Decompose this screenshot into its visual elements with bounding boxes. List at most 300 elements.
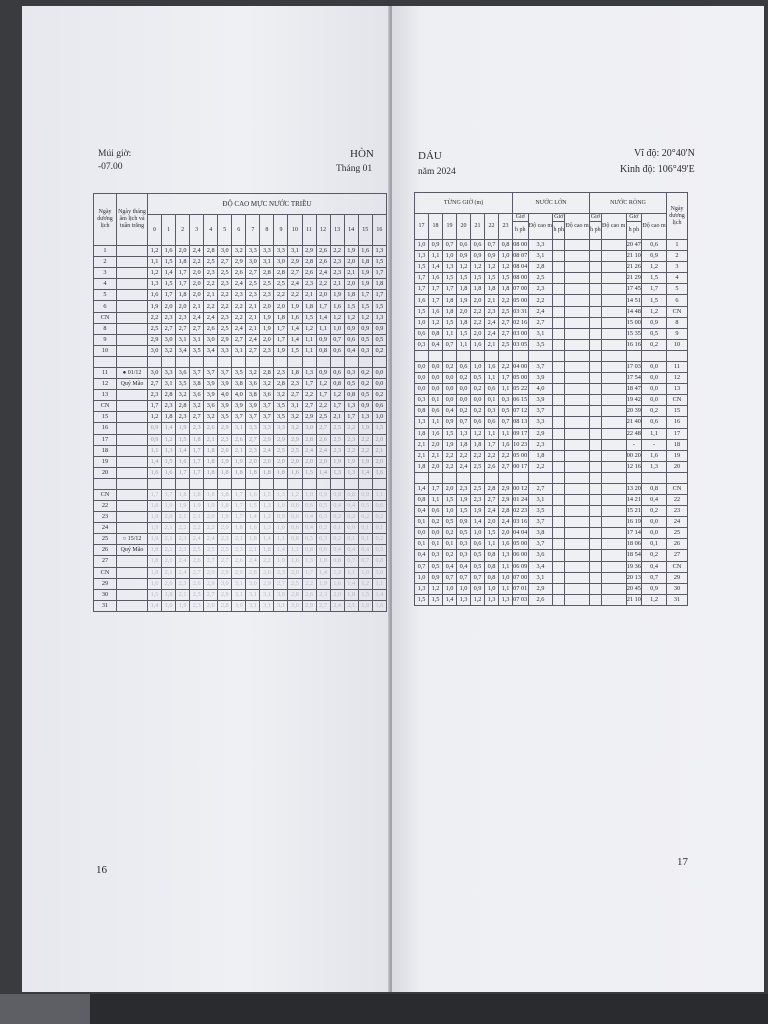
hour-header: 12 (316, 215, 330, 246)
table-row (415, 328, 688, 339)
height-cell: 0,6 (288, 523, 302, 534)
height-cell: 3,1 (288, 401, 302, 412)
day-cell: 30 (94, 589, 117, 600)
height-cell: 1,8 (344, 589, 358, 600)
height-cell: 1,9 (316, 578, 330, 589)
height-cell: 1,8 (148, 556, 162, 567)
height-cell: 0,8 (330, 379, 344, 390)
height-cell: 1,7 (372, 268, 386, 279)
height-cell: 2,0 (288, 567, 302, 578)
height-cell: 2,3 (457, 483, 471, 494)
height-cell: 1,2 (162, 434, 176, 445)
height-cell: 2,4 (485, 317, 499, 328)
height-cell: 1,3 (260, 500, 274, 511)
height-cell: 2,2 (330, 246, 344, 257)
height-cell: 2,4 (190, 246, 204, 257)
low-water-height-2: 0,2 (642, 550, 667, 561)
height-cell: 2,0 (260, 456, 274, 467)
table-row (94, 523, 387, 534)
height-cell: 1,2 (148, 268, 162, 279)
day-cell: 29 (94, 578, 117, 589)
height-cell: 2,5 (274, 445, 288, 456)
height-cell: 1,8 (471, 439, 485, 450)
table-row (415, 361, 688, 372)
height-cell: 2,6 (260, 567, 274, 578)
height-cell: 1,4 (415, 483, 429, 494)
height-cell: 0,7 (471, 572, 485, 583)
height-cell: 1,4 (316, 567, 330, 578)
height-cell: 2,5 (288, 578, 302, 589)
height-cell: 1,3 (260, 523, 274, 534)
height-cell: 1,5 (471, 273, 485, 284)
height-cell: 2,0 (316, 290, 330, 301)
day-cell: 25 (667, 528, 688, 539)
low-water-height (601, 483, 626, 494)
height-cell: 3,1 (176, 334, 190, 345)
height-cell: 1,8 (246, 467, 260, 478)
table-row (94, 467, 387, 478)
high-water-time-2 (553, 528, 565, 539)
height-cell: 1,4 (148, 600, 162, 611)
table-row (94, 279, 387, 290)
height-cell: 1,1 (485, 428, 499, 439)
height-cell: 0,4 (330, 545, 344, 556)
height-cell: 1,8 (148, 500, 162, 511)
low-water-time-2: - (626, 439, 642, 450)
height-cell: 2,4 (232, 323, 246, 334)
low-water-time-2: 14 48 (626, 306, 642, 317)
height-cell: 0,9 (316, 334, 330, 345)
high-water-height-2 (565, 384, 590, 395)
height-cell: 1,4 (162, 268, 176, 279)
low-water-time-2: 21 29 (626, 273, 642, 284)
high-water-height: 2,3 (528, 284, 553, 295)
height-cell: 1,9 (358, 600, 372, 611)
table-row (415, 561, 688, 572)
height-cell: 1,0 (499, 251, 513, 262)
table-row (415, 517, 688, 528)
height-cell: 1,9 (471, 506, 485, 517)
lunar-cell (117, 390, 148, 401)
height-cell: 2,2 (260, 556, 274, 567)
height-cell: 1,5 (260, 489, 274, 500)
height-cell: 2,3 (485, 306, 499, 317)
high-water-time-2 (553, 494, 565, 505)
height-cell: 2,7 (246, 268, 260, 279)
sub-header-time: Giờ (554, 214, 564, 220)
low-water-time (589, 328, 601, 339)
height-cell: 0,8 (429, 328, 443, 339)
height-cell: 1,0 (499, 572, 513, 583)
height-cell: 2,3 (274, 367, 288, 378)
height-cell: 2,7 (274, 578, 288, 589)
height-cell: 0,8 (485, 550, 499, 561)
height-cell: 2,8 (162, 390, 176, 401)
height-cell: 0,0 (415, 528, 429, 539)
height-cell: 1,7 (415, 273, 429, 284)
height-cell: 3,3 (274, 423, 288, 434)
height-cell: 1,6 (162, 246, 176, 257)
high-water-height-2 (565, 439, 590, 450)
height-cell: 3,2 (288, 423, 302, 434)
low-water-time-2: 14 51 (626, 295, 642, 306)
height-cell: 1,5 (372, 423, 386, 434)
hour-header: 19 (443, 214, 457, 240)
height-cell: 1,9 (330, 456, 344, 467)
height-cell: 1,7 (176, 268, 190, 279)
high-water-height-2 (565, 528, 590, 539)
low-water-time (589, 539, 601, 550)
day-cell: 16 (667, 417, 688, 428)
lunar-cell (117, 512, 148, 523)
high-water-time: 05 00 (513, 539, 529, 550)
height-cell: 2,0 (218, 445, 232, 456)
low-water-time-2: 14 21 (626, 494, 642, 505)
height-cell: 2,1 (232, 534, 246, 545)
height-cell: 1,7 (190, 467, 204, 478)
height-cell: 1,9 (176, 423, 190, 434)
height-cell: 3,0 (148, 345, 162, 356)
lunar-cell (117, 246, 148, 257)
high-water-time: 09 17 (513, 428, 529, 439)
height-cell: 2,2 (443, 461, 457, 472)
height-cell: 1,5 (499, 273, 513, 284)
high-water-height: 2,7 (528, 317, 553, 328)
height-cell: 0,2 (471, 384, 485, 395)
height-cell: 2,2 (358, 434, 372, 445)
high-water-time: 04 00 (513, 361, 529, 372)
high-water-time: 05 22 (513, 384, 529, 395)
low-water-height-2: 0,0 (642, 361, 667, 372)
low-water-time (589, 428, 601, 439)
height-cell: 1,5 (358, 589, 372, 600)
low-water-height-2: 0,5 (642, 328, 667, 339)
height-cell: 1,0 (485, 583, 499, 594)
height-cell: 1,9 (260, 323, 274, 334)
low-water-height (601, 273, 626, 284)
height-cell: 3,0 (204, 334, 218, 345)
height-cell: 2,0 (162, 512, 176, 523)
high-water-height: 2,9 (528, 428, 553, 439)
high-water-time: 08 13 (513, 417, 529, 428)
height-cell: 2,6 (316, 246, 330, 257)
height-cell: 0,8 (316, 345, 330, 356)
height-cell: 1,3 (457, 428, 471, 439)
table-row (94, 534, 387, 545)
height-cell: 1,3 (358, 412, 372, 423)
height-cell: 1,6 (415, 295, 429, 306)
height-cell: 0,6 (330, 367, 344, 378)
height-cell: 1,9 (457, 295, 471, 306)
day-cell: 11 (667, 361, 688, 372)
sub-header-hm: h ph (626, 222, 642, 240)
table-row (94, 367, 387, 378)
height-cell: 0,5 (471, 561, 485, 572)
day-cell: 20 (94, 467, 117, 478)
low-water-height-2: 1,5 (642, 273, 667, 284)
high-water-time-2 (553, 395, 565, 406)
height-cell: 0,5 (316, 500, 330, 511)
height-cell: 2,1 (415, 450, 429, 461)
height-cell: 1,6 (471, 339, 485, 350)
height-cell: 2,2 (316, 279, 330, 290)
height-cell: 2,0 (274, 301, 288, 312)
height-cell: 1,4 (429, 262, 443, 273)
height-cell: 1,0 (415, 317, 429, 328)
height-cell: 2,5 (246, 279, 260, 290)
height-cell: 1,6 (330, 578, 344, 589)
high-water-height: 3,7 (528, 361, 553, 372)
height-cell: 2,2 (204, 523, 218, 534)
day-cell: 15 (667, 406, 688, 417)
low-water-height-2: 0,8 (642, 483, 667, 494)
height-cell: 1,5 (443, 494, 457, 505)
height-cell: 2,0 (260, 334, 274, 345)
low-water-height (601, 561, 626, 572)
day-cell: 4 (94, 279, 117, 290)
height-cell: 2,0 (176, 301, 190, 312)
low-water-time-2: 20 45 (626, 583, 642, 594)
lunar-cell (117, 434, 148, 445)
height-cell: 1,3 (344, 401, 358, 412)
lunar-cell (117, 334, 148, 345)
height-cell: 0,8 (415, 406, 429, 417)
table-row (94, 379, 387, 390)
height-cell: 1,6 (330, 301, 344, 312)
height-cell: 1,4 (443, 594, 457, 605)
height-cell: 2,0 (190, 279, 204, 290)
high-water-time-2 (553, 506, 565, 517)
height-cell: 2,7 (190, 323, 204, 334)
low-water-height (601, 417, 626, 428)
day-cell: CN (667, 306, 688, 317)
day-cell: 19 (667, 450, 688, 461)
height-cell: 0,1 (330, 523, 344, 534)
height-cell: 1,5 (485, 273, 499, 284)
table-row (94, 489, 387, 500)
hour-header: 1 (162, 215, 176, 246)
hour-header: 16 (372, 215, 386, 246)
height-cell: 2,1 (162, 556, 176, 567)
table-row (415, 461, 688, 472)
height-cell: 1,8 (443, 295, 457, 306)
height-cell: 2,1 (246, 312, 260, 323)
low-water-time (589, 550, 601, 561)
height-cell: 0,8 (485, 561, 499, 572)
height-cell: 1,0 (372, 412, 386, 423)
height-cell: 2,6 (302, 268, 316, 279)
height-cell: 0,1 (344, 534, 358, 545)
high-water-height-2 (565, 284, 590, 295)
height-cell: 1,9 (148, 301, 162, 312)
height-cell: 1,7 (499, 373, 513, 384)
height-cell: 1,1 (288, 545, 302, 556)
table-row (415, 439, 688, 450)
height-cell: 1,9 (358, 423, 372, 434)
high-water-height-2 (565, 406, 590, 417)
height-cell: 1,3 (457, 594, 471, 605)
hour-header: 4 (204, 215, 218, 246)
table-row (94, 556, 387, 567)
height-cell: 0,9 (316, 367, 330, 378)
low-water-time (589, 295, 601, 306)
height-cell: 0,2 (358, 512, 372, 523)
lunar-cell (117, 423, 148, 434)
height-cell: 2,7 (204, 589, 218, 600)
table-row (94, 257, 387, 268)
group-header-low-water: NƯỚC RÒNG (589, 193, 666, 214)
height-cell: 2,3 (176, 412, 190, 423)
table-row (94, 301, 387, 312)
high-water-time-2 (553, 550, 565, 561)
day-cell: 15 (94, 412, 117, 423)
height-cell: 3,3 (218, 345, 232, 356)
height-cell: 1,7 (232, 500, 246, 511)
height-cell: 2,5 (330, 434, 344, 445)
height-cell: 1,3 (499, 550, 513, 561)
height-cell: 3,6 (190, 390, 204, 401)
table-row (415, 594, 688, 605)
height-cell: 0,0 (471, 395, 485, 406)
height-cell: 3,1 (260, 257, 274, 268)
height-cell: 2,1 (176, 512, 190, 523)
height-cell: 0,5 (372, 334, 386, 345)
low-water-time (589, 262, 601, 273)
lunar-cell (117, 401, 148, 412)
high-water-time-2 (553, 583, 565, 594)
low-water-time (589, 461, 601, 472)
low-water-height-2: 0,9 (642, 251, 667, 262)
height-cell: 0,8 (330, 556, 344, 567)
height-cell: 0,8 (288, 534, 302, 545)
height-cell: 3,2 (204, 412, 218, 423)
high-water-time-2 (553, 317, 565, 328)
height-cell: 2,8 (204, 246, 218, 257)
height-cell: 0,4 (443, 406, 457, 417)
height-cell: 2,9 (260, 578, 274, 589)
hour-header: 23 (499, 214, 513, 240)
height-cell: 1,8 (457, 284, 471, 295)
height-cell: 1,6 (288, 467, 302, 478)
low-water-height (601, 450, 626, 461)
height-cell: 1,8 (218, 467, 232, 478)
height-cell: 2,8 (218, 600, 232, 611)
height-cell: 0,5 (344, 379, 358, 390)
table-row (415, 295, 688, 306)
day-cell: 24 (94, 523, 117, 534)
height-cell: 1,0 (415, 572, 429, 583)
height-cell: 2,8 (288, 589, 302, 600)
high-water-time: 10 23 (513, 439, 529, 450)
height-cell: 0,8 (415, 494, 429, 505)
day-cell: 5 (94, 290, 117, 301)
height-cell: 2,1 (429, 450, 443, 461)
height-cell: 1,0 (372, 567, 386, 578)
day-cell: CN (667, 561, 688, 572)
height-cell: 1,8 (288, 367, 302, 378)
lunar-cell (117, 589, 148, 600)
day-cell: CN (94, 401, 117, 412)
height-cell: 3,2 (260, 379, 274, 390)
height-cell: 0,8 (302, 545, 316, 556)
height-cell: 0,2 (316, 523, 330, 534)
height-cell: 1,1 (429, 417, 443, 428)
height-cell: 3,3 (246, 423, 260, 434)
group-header-hours: TỪNG GIỜ (m) (415, 193, 513, 214)
height-cell: 2,5 (499, 339, 513, 350)
low-water-time-2: 21 10 (626, 251, 642, 262)
height-cell: 2,0 (260, 301, 274, 312)
height-cell: 3,1 (260, 600, 274, 611)
high-water-height: 2,4 (528, 306, 553, 317)
high-water-height-2 (565, 483, 590, 494)
spacer-row (415, 350, 688, 361)
height-cell: 1,2 (330, 312, 344, 323)
height-cell: 3,3 (274, 246, 288, 257)
sub-header-hm: h ph (553, 222, 565, 240)
height-cell: 3,2 (190, 401, 204, 412)
height-cell: 0,2 (471, 406, 485, 417)
table-row (94, 434, 387, 445)
table-row (415, 251, 688, 262)
day-cell: 13 (667, 384, 688, 395)
low-water-time-2: 15 35 (626, 328, 642, 339)
height-cell: 0,0 (415, 373, 429, 384)
height-cell: 1,4 (344, 578, 358, 589)
high-water-time: 02 23 (513, 506, 529, 517)
high-water-time-2 (553, 384, 565, 395)
low-water-height (601, 295, 626, 306)
height-cell: 0,7 (415, 561, 429, 572)
low-water-height (601, 306, 626, 317)
height-cell: 1,7 (344, 412, 358, 423)
height-cell: 0,9 (457, 517, 471, 528)
height-cell: 2,3 (218, 279, 232, 290)
day-cell: CN (94, 567, 117, 578)
height-cell: 2,2 (176, 523, 190, 534)
high-water-height: 3,3 (528, 240, 553, 251)
table-row (94, 401, 387, 412)
height-cell: 1,1 (499, 384, 513, 395)
high-water-height-2 (565, 594, 590, 605)
height-cell: 0,3 (457, 550, 471, 561)
height-cell: 3,8 (232, 379, 246, 390)
height-cell: 0,4 (344, 545, 358, 556)
height-cell: 2,3 (330, 268, 344, 279)
height-cell: 2,5 (316, 412, 330, 423)
height-cell: 1,2 (471, 594, 485, 605)
height-cell: 0,4 (302, 523, 316, 534)
hour-header: 10 (288, 215, 302, 246)
height-cell: 1,8 (344, 290, 358, 301)
height-cell: 2,2 (344, 445, 358, 456)
low-water-height (601, 528, 626, 539)
height-cell: 2,9 (204, 578, 218, 589)
high-water-time-2 (553, 450, 565, 461)
high-water-time: 06 09 (513, 561, 529, 572)
low-water-height (601, 284, 626, 295)
height-cell: 2,8 (499, 506, 513, 517)
height-cell: 2,0 (288, 456, 302, 467)
day-cell: 8 (667, 317, 688, 328)
low-water-time-2: 13 20 (626, 483, 642, 494)
height-cell: 2,9 (218, 423, 232, 434)
height-cell: 2,8 (274, 268, 288, 279)
height-cell: 1,5 (176, 434, 190, 445)
high-water-height-2 (565, 273, 590, 284)
height-cell: 2,7 (148, 379, 162, 390)
low-water-time (589, 528, 601, 539)
